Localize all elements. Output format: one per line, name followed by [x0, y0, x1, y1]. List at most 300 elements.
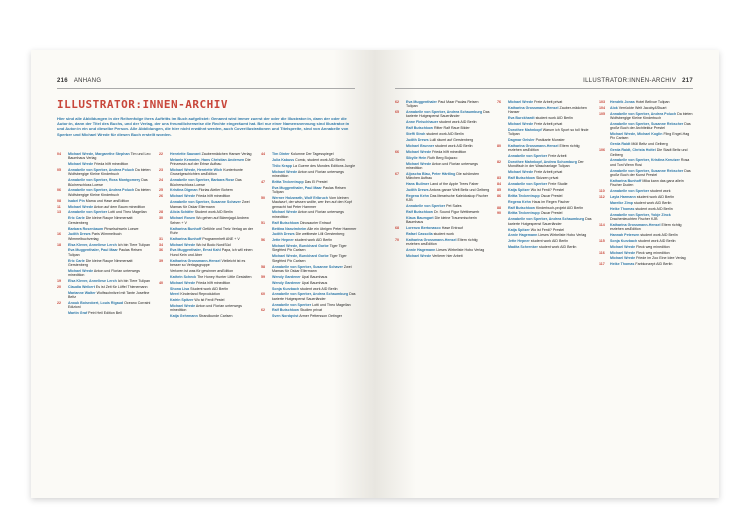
entry-page-number	[159, 158, 170, 167]
entry-illustrator-name: Michael Wrede	[508, 121, 534, 126]
entry-title-publisher: Ruth Berg Bojazzo	[427, 155, 458, 160]
entry-title-publisher: Da bieten Wolfsbergige Kleine Kinderbuch	[68, 168, 151, 177]
entry-title-publisher: Freie Arbeit privat	[534, 100, 563, 104]
entry-title-publisher: Tiger Tiger Siegfried Pix Carlsen	[272, 244, 347, 253]
entry-page-number	[395, 156, 406, 160]
entry-title-publisher: Die Prinzessin auf der Erbse Aufbau	[170, 157, 251, 167]
entry-title-publisher: Frieda hilft minedition	[432, 149, 467, 154]
entry-title-publisher: Fleck weg minedition	[636, 250, 670, 255]
entry-text	[170, 259, 255, 268]
entry-illustrator-name: Eva Muggenthaler, Paul Maar	[68, 248, 118, 253]
archive-entry	[159, 210, 255, 214]
entry-page-number	[599, 213, 610, 222]
entry-illustrator-name: Sonja Kurzbach	[610, 238, 638, 243]
archive-entry	[261, 292, 357, 301]
entry-title-publisher: Wo gehen auf Bärenjagd Andrew Sehen + V	[170, 216, 249, 225]
entry-page-number: 68	[395, 225, 399, 230]
archive-entry	[261, 308, 357, 312]
entry-illustrator-name: Bettina Nanzimheim	[272, 226, 307, 231]
entry-page-number	[599, 201, 610, 205]
entry-text	[272, 303, 357, 307]
entry-illustrator-name: Katharina Bunhoff	[170, 226, 202, 231]
archive-entry	[159, 178, 255, 187]
entry-illustrator-name: Michael Wrede, Burckhard Gorbe	[272, 254, 329, 259]
entry-page-number	[57, 162, 68, 166]
entry-text	[170, 168, 255, 177]
archive-entry	[599, 112, 695, 121]
entry-illustrator-name: Ralf Butschkow	[508, 205, 535, 210]
entry-title-publisher: Paulas Reisen Tulipan	[68, 248, 142, 257]
entry-text	[508, 106, 593, 115]
entry-illustrator-name: Martin Graf	[68, 311, 88, 316]
entry-illustrator-name: Annabelle von Sperber, Ross Montgomery	[68, 178, 141, 183]
entry-illustrator-name: Lorenzo Bertonasco	[406, 225, 441, 230]
entry-text	[170, 275, 255, 279]
entry-title-publisher: Programmheft ANE + V	[202, 236, 240, 241]
entry-title-publisher: Lotti und Theo Magellan	[312, 302, 351, 307]
archive-entry	[599, 142, 695, 146]
archive-entry	[497, 138, 593, 142]
entry-illustrator-name: Annabelle von Sperber, Susanne Schaver	[170, 200, 241, 205]
archive-entry	[57, 199, 153, 203]
entry-title-publisher: The Honey Hunter Little Gestalten	[197, 274, 252, 279]
entry-illustrator-name: Jette Hepner	[508, 239, 530, 244]
entry-title-publisher: student work AID Berlin	[426, 132, 464, 137]
archive-entry	[497, 176, 593, 180]
entry-text	[170, 188, 255, 192]
entry-text	[68, 210, 153, 214]
entry-title-publisher: Wo ist Ferdi Pestel	[194, 298, 225, 303]
archive-entry	[395, 226, 491, 230]
archive-entry	[497, 170, 593, 174]
entry-title-publisher: Es ist Zeit für Löffel Thienemann	[95, 284, 148, 289]
entry-title-publisher: Ritter Ralf Raue Bilder	[433, 126, 470, 131]
entry-page-number: 62	[395, 100, 399, 104]
entry-page-number: 20	[57, 284, 61, 289]
entry-illustrator-name: Henriette Sauvant	[170, 152, 201, 156]
entry-page-number: 08	[57, 198, 61, 203]
page-title: ILLUSTRATOR:INNEN-ARCHIV	[57, 98, 228, 111]
entry-page-number: 44	[261, 152, 265, 156]
archive-entry	[497, 211, 593, 215]
entry-title-publisher: Tiger Tiger Siegfried Pix Carlsen	[272, 254, 347, 263]
archive-entry	[599, 256, 695, 260]
entry-illustrator-name: Annabelle von Sperber, Susanne Rebscher	[610, 121, 684, 126]
archive-entry	[261, 152, 357, 156]
entry-illustrator-name: Annabelle von Sperber, Andrea Poluch	[610, 111, 677, 116]
archive-entry	[57, 311, 153, 315]
entry-page-number	[159, 269, 170, 273]
entry-title-publisher: Der Mondfisch in der Waschanlage Tulipan	[508, 160, 584, 169]
entry-illustrator-name: Steffi Stroh	[406, 132, 426, 137]
entry-text	[170, 281, 255, 285]
entry-text	[170, 287, 255, 291]
left-page-header	[57, 78, 101, 84]
entry-text	[68, 205, 153, 209]
archive-entry	[497, 239, 593, 243]
entry-illustrator-name: Aljoscha Blau, Peter Härtling	[406, 171, 456, 176]
entry-illustrator-name: Kathrin Scheck	[170, 274, 197, 279]
entry-page-number: 30	[159, 216, 163, 221]
entry-text	[68, 269, 153, 278]
entry-page-number: 04	[57, 152, 61, 156]
entry-illustrator-name: Madita Schrenker	[508, 245, 538, 250]
archive-entry	[395, 194, 491, 203]
entry-page-number: 110	[599, 188, 605, 193]
entry-title-publisher: student work AID Berlin	[435, 143, 473, 148]
entry-page-number	[497, 138, 508, 142]
archive-entry	[497, 144, 593, 153]
archive-entry	[497, 128, 593, 137]
entry-page-number: 51	[261, 220, 265, 225]
entry-title-publisher: Freie Arbeit privat	[534, 121, 563, 126]
entry-title-publisher: Verloren ist was für gewinner arsEdition	[170, 268, 234, 273]
archive-entry	[599, 148, 695, 157]
entry-text	[170, 194, 255, 198]
entry-title-publisher: Friede im Zoo Eine Idee Verlag	[636, 256, 686, 261]
entry-text	[610, 100, 695, 104]
entry-illustrator-name: Michael Wrede	[272, 169, 298, 174]
entry-title-publisher: Freie Arbeit privat	[534, 170, 563, 175]
entry-title-publisher: Haus im Regen Fischer	[531, 199, 570, 204]
entry-page-number	[599, 132, 610, 141]
entry-page-number: 05	[57, 168, 61, 173]
entry-title-publisher: student work AID Berlin	[640, 232, 678, 237]
entry-column	[57, 152, 153, 320]
entry-illustrator-name: Eva Muggenthaler, Paul Maar	[272, 185, 322, 190]
entry-illustrator-name: Alicia Schäfer	[170, 210, 194, 215]
entry-text	[406, 162, 491, 171]
entry-title-publisher: Das Ei Prestel	[304, 179, 328, 184]
entry-text	[272, 210, 357, 219]
entry-title-publisher: Ich bin Tiere Tulipan	[117, 279, 150, 284]
entry-text	[508, 206, 593, 210]
entry-text	[68, 188, 153, 197]
archive-entry	[261, 238, 357, 242]
entry-illustrator-name: Annabelle von Sperber, Barbara Rose	[170, 178, 235, 183]
entry-text	[508, 188, 593, 192]
entry-illustrator-name: Thilo Krapp	[272, 163, 292, 168]
right-entry-columns	[395, 100, 695, 268]
entry-illustrator-name: Annabelle von Sperber, Andrea Schaumburg	[508, 217, 585, 222]
entry-title-publisher: Upal Baumhaus	[301, 280, 328, 285]
entry-title-publisher: Verlierer hier Arbeit	[432, 253, 463, 258]
entry-title-publisher: Frieda hilft minedition	[196, 194, 231, 199]
entry-illustrator-name: Katja Gehrmann	[170, 314, 198, 319]
entry-illustrator-name: Annabelle von Sperber	[406, 203, 446, 208]
entry-illustrator-name: Hendrik Jonas	[610, 100, 635, 104]
entry-title-publisher: Da bieten Wolfsbergige Kleine Kinderbuch	[68, 188, 151, 197]
entry-title-publisher: student work AID Berlin	[300, 286, 338, 291]
entry-text	[68, 285, 153, 289]
archive-entry	[57, 291, 153, 300]
entry-text	[170, 298, 255, 302]
archive-entry	[497, 106, 593, 115]
entry-illustrator-name: Katja Spitzer	[508, 187, 530, 192]
entry-page-number	[599, 245, 610, 249]
entry-illustrator-name: Michael Wrede	[610, 244, 636, 249]
entry-title-publisher: Zwei Mamas für Oskar Ellermann	[272, 264, 352, 273]
entry-title-publisher: Student work AID Berlin	[190, 286, 229, 291]
entry-page-number: 50	[261, 195, 265, 200]
entry-page-number	[395, 126, 406, 130]
entry-title-publisher: Hotel Bellvue Tulipan	[635, 100, 670, 104]
entry-title-publisher: Lulli räumt auf Gerstenberg	[429, 138, 474, 143]
entry-text	[508, 239, 593, 243]
entry-illustrator-name: Michael Wrede, Burckhard Gorbe	[272, 244, 329, 249]
entry-title-publisher: Paul Maar Paulas Reisen Tulipan	[406, 100, 479, 109]
archive-entry	[57, 152, 153, 161]
archive-entry	[57, 279, 153, 283]
entry-text	[406, 194, 491, 203]
entry-illustrator-name: Eva Muggenthaler	[406, 100, 437, 104]
entry-page-number	[261, 287, 272, 291]
entry-illustrator-name: Elsa Klever, Anneliese Lerch	[68, 242, 117, 247]
entry-title-publisher: Lieses Wirbeliste Hobo Verlag	[538, 233, 587, 238]
entry-page-number: 105	[599, 111, 605, 116]
entry-illustrator-name: Annabelle von Sperber, Susanne Schaver	[272, 264, 343, 269]
entry-illustrator-name: Annie Hagemann	[406, 247, 436, 252]
entry-illustrator-name: Michael Wrede	[272, 210, 298, 215]
archive-entry	[261, 186, 357, 195]
entry-illustrator-name: Michael Wrede, Margarethe Stephan	[68, 152, 130, 156]
entry-page-number	[159, 200, 170, 209]
left-entry-columns	[57, 152, 357, 320]
archive-entry	[497, 160, 593, 169]
entry-illustrator-name: Katharina Grossmann-Hensel	[406, 237, 457, 242]
entry-text	[68, 259, 153, 268]
entry-illustrator-name: Annabelle von Sperber, Andrea Poluch	[68, 168, 135, 173]
entry-page-number	[395, 254, 406, 258]
entry-text	[272, 238, 357, 242]
entry-illustrator-name: Kristina Digman	[170, 188, 198, 193]
entry-text	[406, 226, 491, 230]
archive-entry	[57, 285, 153, 289]
entry-page-number: 86	[497, 193, 501, 198]
entry-title-publisher: Petri Heil Edition Bell	[88, 311, 122, 316]
entry-text	[406, 248, 491, 252]
entry-illustrator-name: Ralf Butschkow	[406, 209, 433, 214]
entry-page-number: 115	[599, 238, 605, 243]
archive-entry	[261, 287, 357, 291]
entry-title-publisher: Anton und Florian unterwegs minedition	[68, 268, 140, 278]
entry-title-publisher: Wo ist Ferdi? Prestel	[530, 187, 565, 192]
entry-title-publisher: Anton und Florian unterwegs minedition	[170, 304, 242, 313]
entry-illustrator-name: Michael Wrede	[610, 256, 636, 261]
entry-text	[610, 233, 695, 237]
entry-text	[508, 160, 593, 169]
entry-page-number	[599, 207, 610, 211]
right-page	[375, 50, 719, 498]
entry-page-number	[159, 298, 170, 302]
entry-column	[599, 100, 695, 268]
entry-title-publisher: Papa, ich will einen Hund Kein und Aber	[170, 248, 253, 257]
entry-illustrator-name: Shona Lisa	[170, 286, 190, 291]
entry-text	[406, 254, 491, 258]
entry-text	[508, 100, 593, 104]
entry-title-publisher: Das Bücherschloss Loewe	[170, 178, 242, 187]
entry-text	[610, 142, 695, 146]
archive-entry	[497, 188, 593, 192]
entry-text	[508, 176, 593, 180]
entry-illustrator-name: Michael Wrede	[508, 100, 534, 104]
entry-text	[508, 128, 593, 137]
archive-entry	[599, 251, 695, 255]
archive-entry	[599, 189, 695, 193]
entry-page-number	[261, 210, 272, 219]
entry-text	[406, 204, 491, 208]
archive-entry	[57, 210, 153, 214]
entry-title-publisher: Pet Sales	[446, 203, 462, 208]
archive-entry	[261, 210, 357, 219]
entry-page-number	[395, 132, 406, 136]
entry-illustrator-name: Michael Wrede	[508, 170, 534, 175]
entry-page-number	[497, 233, 508, 237]
book-spread	[31, 50, 719, 498]
entry-text	[68, 248, 153, 257]
entry-text	[170, 158, 255, 167]
entry-text	[170, 152, 255, 156]
entry-page-number	[497, 228, 508, 232]
archive-entry	[497, 200, 593, 204]
archive-entry	[497, 100, 593, 104]
entry-title-publisher: Tim und Leo Baumhaus Verlag	[68, 152, 151, 161]
entry-text	[68, 227, 153, 231]
entry-page-number: 116	[599, 250, 605, 255]
entry-page-number: 76	[497, 100, 501, 104]
entry-text	[508, 233, 593, 237]
entry-page-number: 13	[57, 210, 61, 215]
entry-illustrator-name: Michael Wrede	[170, 242, 196, 247]
entry-title-publisher: Eltern richtig erziehen arsEdition	[610, 222, 682, 232]
entry-text	[508, 122, 593, 126]
archive-entry	[261, 244, 357, 253]
entry-page-number	[497, 116, 508, 120]
entry-text	[610, 262, 695, 266]
entry-illustrator-name: Hans Bullmer	[406, 181, 430, 186]
entry-text	[406, 144, 491, 148]
entry-page-number: 85	[497, 187, 501, 192]
entry-text	[272, 314, 357, 318]
entry-page-number: 70	[395, 237, 399, 242]
archive-entry	[261, 196, 357, 209]
entry-page-number: 112	[599, 194, 605, 199]
entry-title-publisher: Zwei Mamas für Oskar Ellermann	[170, 200, 250, 209]
entry-title-publisher: Paris Wimmelbuch Wimmelbuchverlag	[68, 232, 122, 241]
entry-text	[272, 196, 357, 209]
entry-page-number: 117	[599, 262, 605, 267]
archive-entry	[497, 116, 593, 120]
entry-page-number	[261, 227, 272, 231]
entry-page-number	[395, 188, 406, 192]
entry-title-publisher: student work AID Berlin	[439, 120, 477, 125]
entry-text	[508, 200, 593, 204]
entry-illustrator-name: Jette Hepner	[272, 238, 294, 243]
entry-title-publisher: Antons ganze Welt Beltz und Gelberg	[429, 187, 490, 192]
entry-text	[272, 281, 357, 285]
entry-title-publisher: Das große Buch der Kunst Prestel	[610, 168, 691, 177]
entry-title-publisher: Kunterbunte Gruselgeschichten arsEdition	[170, 168, 243, 177]
entry-illustrator-name: Regena Kehn	[508, 199, 531, 204]
entry-text	[508, 138, 593, 142]
entry-title-publisher: Skizzen privat	[535, 176, 559, 181]
archive-entry	[395, 238, 491, 247]
archive-entry	[57, 243, 153, 247]
archive-entry	[261, 221, 357, 225]
entry-title-publisher: Anton und Florian unterwegs minedition	[272, 210, 344, 219]
entry-text	[272, 275, 357, 279]
entry-title-publisher: Dinosaurier Entrauf	[299, 220, 331, 225]
entry-illustrator-name: Annabelle von Sperber	[272, 302, 312, 307]
entry-illustrator-name: Michael Wrede	[170, 194, 196, 199]
entry-text	[272, 308, 357, 312]
entry-page-number	[599, 179, 610, 188]
archive-entry	[261, 232, 357, 236]
archive-entry	[599, 169, 695, 178]
entry-illustrator-name: Ralf Butschkow	[406, 126, 433, 131]
entry-text	[272, 265, 357, 274]
entry-text	[508, 170, 593, 174]
entry-text	[610, 213, 695, 222]
entry-title-publisher: Frieda hilft minedition	[94, 162, 129, 167]
entry-text	[170, 243, 255, 247]
entry-illustrator-name: Annabelle von Sperber, Kristina Kreutzer	[610, 158, 680, 163]
entry-page-number	[57, 311, 68, 315]
entry-text	[272, 227, 357, 231]
entry-title-publisher: Upal Baumhaus	[301, 274, 328, 279]
entry-text	[508, 154, 593, 158]
entry-text	[170, 248, 255, 257]
archive-entry	[57, 178, 153, 187]
archive-entry	[395, 254, 491, 258]
entry-text	[610, 122, 695, 131]
archive-entry	[395, 210, 491, 214]
archive-entry	[159, 298, 255, 302]
entry-page-number: 60	[261, 292, 265, 297]
entry-title-publisher: Da bieten Wolfsbergige Kleine Kinderbuch	[610, 111, 693, 121]
archive-entry	[395, 216, 491, 225]
entry-text	[610, 256, 695, 260]
entry-page-number: 103	[599, 100, 605, 104]
entry-title-publisher: student work AID Berlin	[538, 245, 577, 250]
entry-page-number	[159, 292, 170, 296]
entry-title-publisher: Drachenleuchten Fischer KJB	[610, 216, 658, 221]
entry-text	[272, 158, 357, 162]
entry-illustrator-name: Heike Thomas	[610, 206, 635, 211]
entry-page-number	[395, 182, 406, 186]
archive-entry	[159, 287, 255, 291]
entry-title-publisher: student work AID Berlin	[638, 238, 676, 243]
entry-page-number	[599, 122, 610, 131]
archive-entry	[159, 227, 255, 236]
entry-title-publisher: Das karierte Hutgespenst Sauerländer	[508, 217, 592, 226]
entry-illustrator-name: Sibylle Hein	[406, 155, 427, 160]
archive-entry	[395, 126, 491, 130]
entry-page-number	[261, 244, 272, 253]
entry-title-publisher: Alle ein übrigen Peter Hammer	[307, 226, 357, 231]
entry-illustrator-name: Ralf Butschkow	[272, 308, 299, 313]
entry-illustrator-name: Eric Carle	[68, 216, 85, 221]
entry-text	[508, 211, 593, 215]
archive-entry	[261, 158, 357, 162]
entry-page-number: 66	[395, 149, 399, 154]
entry-page-number: 59	[261, 274, 265, 279]
entry-title-publisher: Fling Engel-Hag Pix Carlsen	[610, 132, 690, 141]
entry-text	[170, 210, 255, 214]
entry-page-number: 40	[159, 280, 163, 285]
entry-page-number: 11	[57, 204, 61, 209]
archive-entry	[599, 262, 695, 266]
